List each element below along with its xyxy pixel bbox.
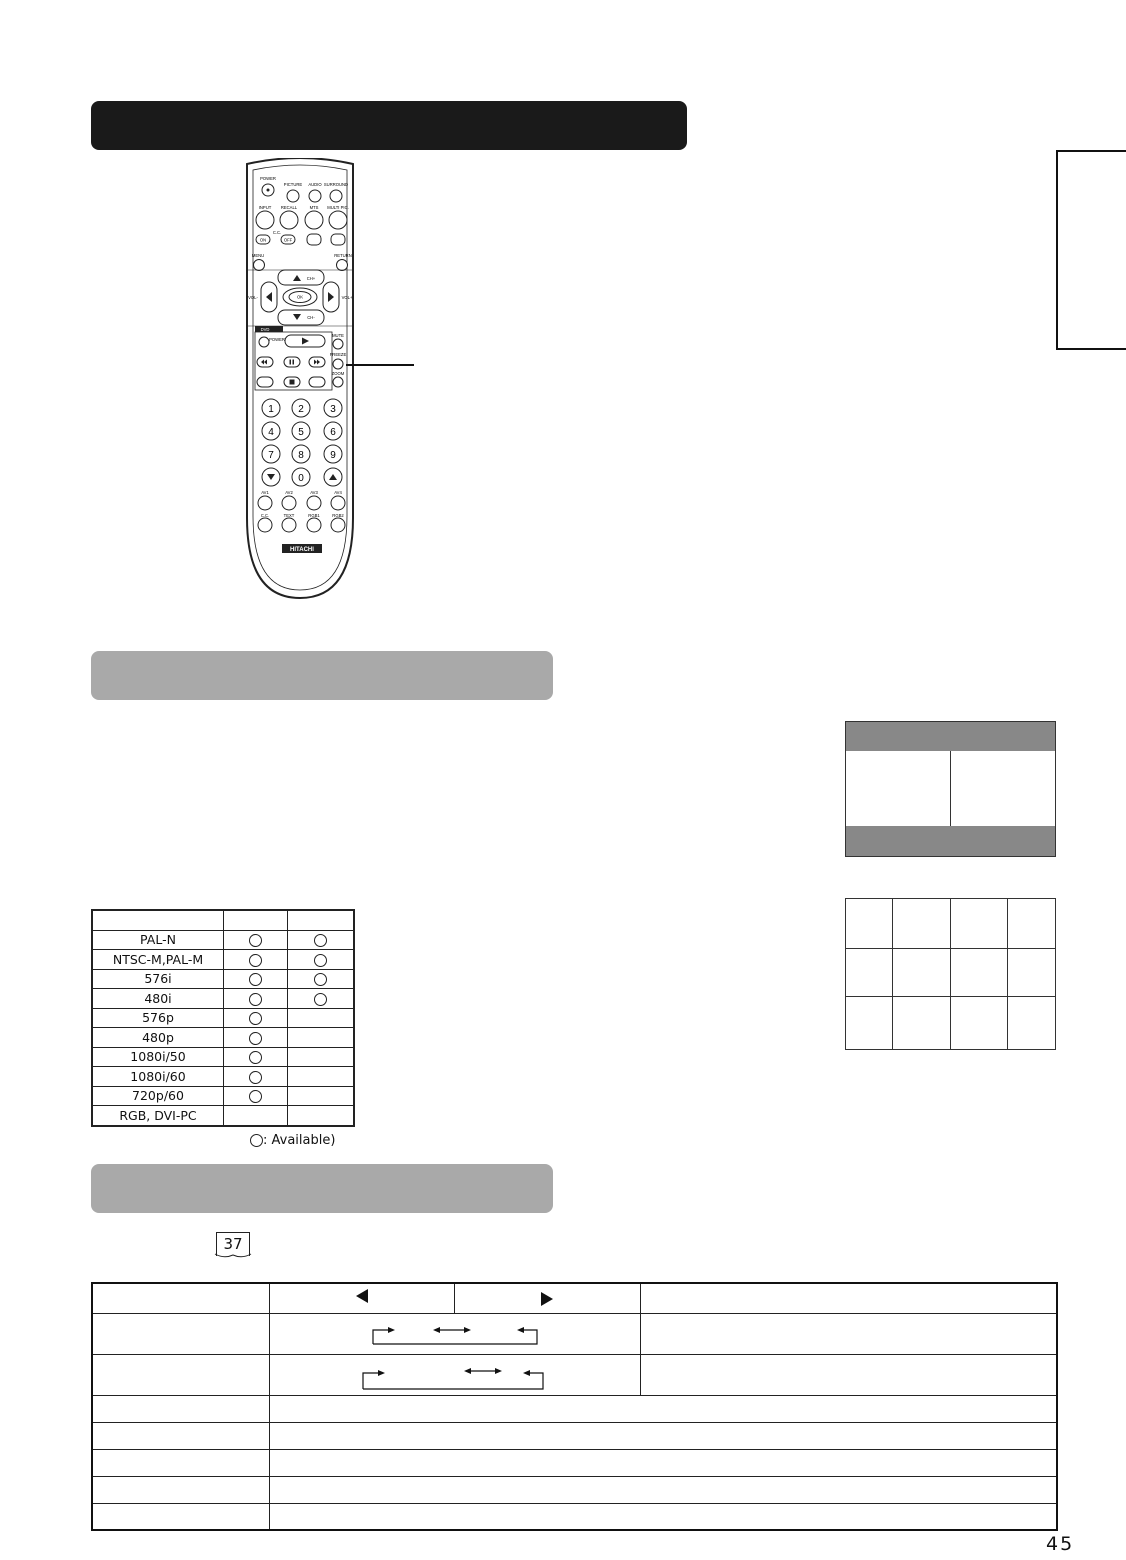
remote-ch-up-label: CH+ — [306, 276, 316, 281]
remote-digit-6-label: 6 — [330, 427, 336, 438]
available-icon — [249, 1012, 262, 1025]
signal-label: 1080i/50 — [92, 1047, 224, 1067]
table-row — [92, 1008, 354, 1028]
available-icon — [314, 993, 327, 1006]
remote-menu-button[interactable] — [254, 260, 265, 271]
page-number: 45 — [1046, 1533, 1075, 1555]
remote-ch-down-button[interactable] — [278, 310, 324, 325]
inset-header-band — [846, 722, 1055, 751]
remote-av1-label: AV1 — [261, 490, 269, 495]
signal-label: 720p/60 — [92, 1086, 224, 1106]
table-row — [92, 1476, 1057, 1503]
table-row — [92, 1422, 1057, 1449]
inset-footer-band — [846, 826, 1055, 856]
remote-mute-button[interactable] — [333, 339, 343, 349]
remote-ab-button[interactable] — [307, 234, 321, 245]
remote-cc2-button[interactable] — [258, 518, 272, 532]
remote-swap-button[interactable] — [331, 234, 345, 245]
remote-on-label: ON — [259, 237, 267, 243]
subsection-bar-2 — [91, 1164, 553, 1213]
remote-ch-down-label: CH- — [307, 315, 315, 320]
signal-label: NTSC-M,PAL-M — [92, 950, 224, 970]
remote-recall-button[interactable] — [280, 211, 298, 229]
remote-cc-label: C.C. — [272, 230, 282, 235]
table-row — [92, 1354, 1057, 1395]
signal-label: RGB, DVI-PC — [92, 1106, 224, 1126]
remote-audio-button[interactable] — [309, 190, 321, 202]
remote-zoom-label: ZOOM — [331, 371, 345, 376]
remote-rgb1-label: RGB1 — [308, 513, 320, 518]
remote-av1-button[interactable] — [258, 496, 272, 510]
table-row — [92, 950, 354, 970]
remote-off-label: OFF — [283, 237, 293, 243]
remote-mute-label: MUTE — [332, 333, 344, 338]
remote-mts-label: MTS — [309, 205, 319, 210]
remote-text-button[interactable] — [282, 518, 296, 532]
table-row — [92, 1449, 1057, 1476]
table-legend — [250, 1133, 335, 1148]
remote-picture-label: PICTURE — [283, 182, 303, 187]
signal-label: 480i — [92, 989, 224, 1009]
remote-picture-button[interactable] — [287, 190, 299, 202]
remote-vol-minus-label: VOL- — [248, 295, 258, 300]
available-icon — [249, 1071, 262, 1084]
remote-av2-button[interactable] — [282, 496, 296, 510]
available-icon — [250, 1134, 263, 1147]
remote-dvd-label: DVD — [260, 327, 270, 332]
book-icon — [214, 1253, 252, 1259]
available-icon — [314, 973, 327, 986]
section-title-bar — [91, 101, 687, 150]
signal-table — [91, 909, 355, 1127]
remote-av3-button[interactable] — [307, 496, 321, 510]
remote-ch-up-button[interactable] — [278, 270, 324, 285]
available-icon — [249, 1032, 262, 1045]
remote-control-illustration — [225, 158, 375, 602]
remote-digit-5-label: 5 — [298, 427, 304, 438]
table-row — [92, 1067, 354, 1087]
table-header-row — [92, 910, 354, 930]
available-icon — [249, 934, 262, 947]
remote-av2-label: AV2 — [285, 490, 293, 495]
available-icon — [314, 954, 327, 967]
remote-pause-button[interactable] — [284, 357, 300, 367]
remote-digit-0-label: 0 — [298, 473, 304, 484]
signal-label: PAL-N — [92, 930, 224, 950]
left-arrow-icon — [354, 1288, 370, 1304]
grid-diagram — [845, 898, 1056, 1050]
remote-input-label: INPUT — [258, 205, 272, 210]
remote-av4-button[interactable] — [331, 496, 345, 510]
remote-digit-8-label: 8 — [298, 450, 304, 461]
table-row — [92, 1086, 354, 1106]
table-row — [92, 969, 354, 989]
settings-table — [91, 1282, 1058, 1531]
remote-rgb1-button[interactable] — [307, 518, 321, 532]
remote-multipic-button[interactable] — [329, 211, 347, 229]
remote-digit-7-label: 7 — [268, 450, 274, 461]
remote-av3-label: AV3 — [310, 490, 318, 495]
remote-dvd-power-label: POWER — [269, 337, 285, 342]
remote-digit-2-label: 2 — [298, 404, 304, 415]
remote-multipic-label: MULTI PIC. — [327, 205, 349, 210]
remote-digit-3-label: 3 — [330, 404, 336, 415]
right-arrow-icon — [539, 1291, 555, 1307]
page-reference-number: 37 — [223, 1235, 243, 1253]
table-header-row — [92, 1283, 1057, 1313]
remote-zoom-button[interactable] — [333, 377, 343, 387]
remote-brand-label: HITACHI — [290, 547, 314, 553]
remote-rgb2-label: RGB2 — [332, 513, 344, 518]
remote-menu-label: MENU — [251, 253, 265, 258]
cycle-flow-diagram — [270, 1355, 640, 1391]
remote-av4-label: AV4 — [334, 490, 342, 495]
table-row — [92, 1395, 1057, 1422]
remote-surround-label: SURROUND — [323, 182, 349, 187]
subsection-bar-1 — [91, 651, 553, 700]
remote-prev-button[interactable] — [257, 377, 273, 387]
inset-diagram — [845, 721, 1056, 857]
remote-digit-9-label: 9 — [330, 450, 336, 461]
cycle-flow-diagram — [270, 1314, 640, 1350]
remote-freeze-label: FREEZE — [329, 352, 347, 357]
remote-audio-label: AUDIO — [308, 182, 322, 187]
side-tab — [1056, 150, 1126, 350]
signal-label: 1080i/60 — [92, 1067, 224, 1087]
available-icon — [314, 934, 327, 947]
remote-input-button[interactable] — [256, 211, 274, 229]
signal-label: 576i — [92, 969, 224, 989]
remote-surround-button[interactable] — [330, 190, 342, 202]
inset-divider — [950, 751, 951, 827]
available-icon — [249, 993, 262, 1006]
table-row — [92, 1047, 354, 1067]
remote-digit-4-label: 4 — [268, 427, 274, 438]
remote-power-label: POWER — [260, 176, 276, 181]
available-icon — [249, 954, 262, 967]
remote-rgb2-button[interactable] — [331, 518, 345, 532]
table-row — [92, 1313, 1057, 1354]
remote-return-button[interactable] — [337, 260, 348, 271]
table-row — [92, 1503, 1057, 1530]
remote-ok-label: OK — [296, 294, 304, 300]
available-icon — [249, 1090, 262, 1103]
table-row — [92, 989, 354, 1009]
remote-recall-label: RECALL — [280, 205, 298, 210]
remote-dvd-power-button[interactable] — [259, 337, 269, 347]
remote-mts-button[interactable] — [305, 211, 323, 229]
remote-next-button[interactable] — [309, 377, 325, 387]
remote-freeze-button[interactable] — [333, 359, 343, 369]
remote-cc2-label: C.C. — [260, 513, 270, 518]
signal-label: 480p — [92, 1028, 224, 1048]
table-row — [92, 1106, 354, 1126]
legend-text: : Available) — [263, 1133, 336, 1148]
remote-digit-1-label: 1 — [268, 404, 274, 415]
remote-return-label: RETURN — [334, 253, 352, 258]
signal-label: 576p — [92, 1008, 224, 1028]
remote-text-label: TEXT — [283, 513, 295, 518]
available-icon — [249, 973, 262, 986]
table-row — [92, 1028, 354, 1048]
available-icon — [249, 1051, 262, 1064]
remote-vol-plus-label: VOL+ — [341, 295, 353, 300]
table-row — [92, 930, 354, 950]
freeze-callout-line — [346, 364, 414, 366]
